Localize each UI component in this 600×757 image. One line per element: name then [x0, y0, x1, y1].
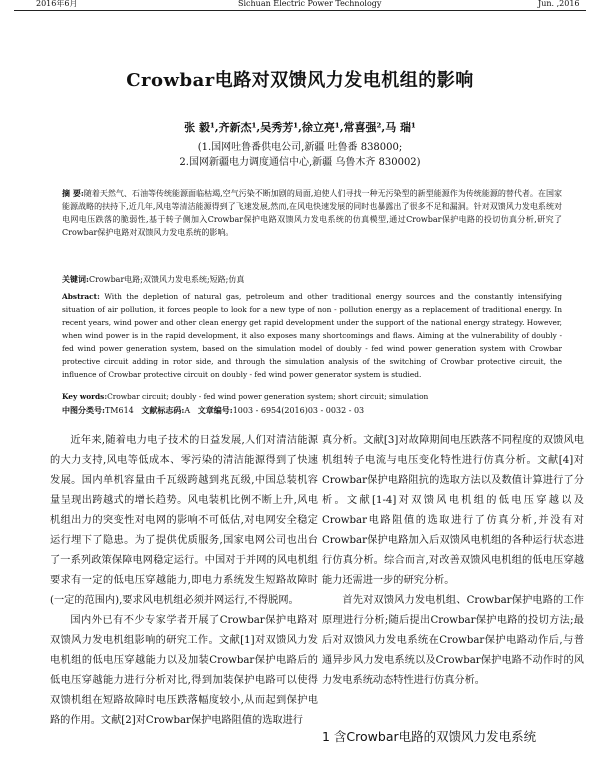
classification-line: [62, 404, 562, 417]
affiliation-2: 2.国网新疆电力调度通信中心,新疆 乌鲁木齐 830002): [179, 157, 421, 168]
body-paragraph: 真分析。文献[3]对故障期间电压跌落不同程度的双馈风电机组转子电流与电压变化特性进行仿真分析。文献[4]对Crowbar保护电路阻抗的选取方法以及数值计算进行了分析。文献[1-4]对双馈风电机组的低电压穿越以及Crowbar电路阻值的选取进行了仿真分析,并没有对Crowbar保护电路加入后双馈风电机组的各种运行状态进行仿真分析。综合而言,对改善双馈风电机组的低电压穿越能力还需进一步的研究分析。: [322, 435, 584, 586]
article-id-label: 文章编号:: [197, 405, 233, 415]
english-abstract: [62, 290, 562, 388]
body-paragraph: 首先对双馈风力发电机组、Crowbar保护电路的工作原理进行分析;随后提出Crowbar保护电路的投切方法;最后对双馈风力发电系统在Crowbar保护电路动作后,与普通异步风力发电系统以及Crowbar保护电路不动作时的风力发电系统动态特性进行仿真分析。: [322, 595, 584, 686]
article-id-value: 1003 - 6954(2016)03 - 0032 - 03: [232, 406, 365, 415]
english-keywords: [62, 390, 562, 403]
header-rule: [14, 10, 586, 11]
author-list: 张 毅¹,齐新杰¹,吴秀芳¹,徐立亮¹,常喜强²,马 瑞¹: [184, 121, 416, 134]
paper-title: Crowbar电路对双馈风力发电机组的影响: [126, 70, 474, 91]
keywords-cn-label: 关键词:: [62, 274, 89, 284]
section-heading: 1 含Crowbar电路的双馈风力发电系统: [322, 729, 537, 744]
doc-code-value: A: [184, 406, 191, 415]
affiliation-1: (1.国网吐鲁番供电公司,新疆 吐鲁番 838000;: [197, 142, 403, 153]
doc-code-label: 文献标志码:: [141, 405, 185, 415]
body-paragraph: 近年来,随着电力电子技术的日益发展,人们对清洁能源的大力支持,风电等低成本、零污染的清洁能源得到了快速发展。国内单机容量由千瓦级跨越到兆瓦级,中国总装机容量呈现出跨越式的增长趋势。风电装机比例不断上升,风电机组出力的突变性对电网的影响不可低估,对电网安全稳定运行埋下了隐患。为了提供优质服务,国家电网公司也出台了一系列政策保障电网稳定运行。中国对于并网的风电机组要求有一定的低电压穿越能力,即电力系统发生短路故障时(一定的范围内),要求风电机组必须并网运行,不得脱网。: [50, 435, 318, 606]
keywords-cn-text: Crowbar电路;双馈风力发电系统;短路;仿真: [88, 275, 245, 284]
abstract-en-label: Abstract:: [62, 292, 100, 301]
header-date: 2016年6月: [36, 0, 78, 8]
body-column-right: [322, 431, 584, 727]
abstract-cn-label: 摘 要:: [62, 188, 84, 198]
body-paragraph: 国内外已有不少专家学者开展了Crowbar保护电路对双馈风力发电机组影响的研究工作。文献[1]对双馈风力发电机组的低电压穿越能力以及加装Crowbar保护电路后的低电压穿越能力进行分析对比,得到加装保护电路可以使得双馈机组在短路故障时电压跌落幅度较小,从而起到保护电路的作用。文献[2]对Crowbar保护电路阻值的选取进行: [50, 615, 318, 726]
header-issue: Jun. ,2016: [538, 0, 580, 8]
chinese-abstract: [62, 187, 562, 272]
clc-label: 中图分类号:: [62, 405, 105, 415]
clc-value: TM614: [104, 406, 134, 415]
running-header: [0, 0, 600, 10]
abstract-en-text: With the depletion of natural gas, petroleum and other traditional energy sources and the constantly intensifying situation of air pollution, it forces people to look for a new type of non - pollution energy as a replacement of traditional energy. In recent years, wind power and other clean energy get rapid development under the support of the national energy strategy. However, when wind power is in the rapid development, it also exposes many shortcomings and flaws. Aiming at the vulnerability of doubly - fed wind power generation system, based on the simulation model of doubly - fed wind power generation system with Crowbar protective circuit adding in rotor side, and through the simulation analysis of the switching of Crowbar protective circuit, the influence of Crowbar protective circuit on doubly - fed wind power generator system is studied.: [62, 292, 562, 379]
body-column-left: [50, 431, 318, 757]
abstract-cn-text: 随着天然气、石油等传统能源面临枯竭,空气污染不断加剧的局面,迫使人们寻找一种无污染型的新型能源作为传统能源的替代者。在国家能源战略的扶持下,近几年,风电等清洁能源得到了飞速发展,然而,在风电快速发展的同时也暴露出了很多不足和漏洞。针对双馈风力发电系统对电网电压跌落的脆弱性,基于转子侧加入Crowbar保护电路双馈风力发电系统的仿真模型,通过Crowbar保护电路的投切仿真分析,研究了Crowbar保护电路对双馈风力发电系统的影响。: [62, 189, 562, 237]
keywords-en-text: Crowbar circuit; doubly - fed wind power generation system; short circuit; simulation: [107, 392, 429, 401]
keywords-en-label: Key words:: [62, 392, 108, 401]
chinese-keywords: [62, 273, 562, 286]
header-journal: Sichuan Electric Power Technology: [238, 0, 382, 8]
